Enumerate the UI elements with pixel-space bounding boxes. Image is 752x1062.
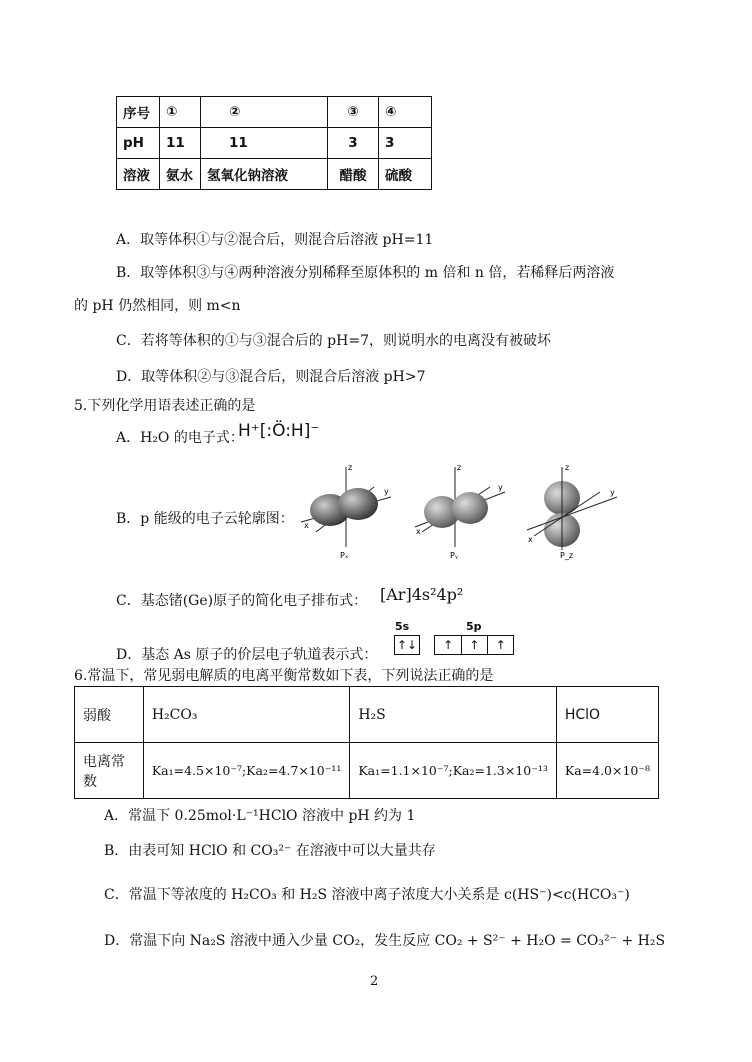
cell: 弱酸 [75,687,144,743]
orbital-5p-box: ↑ ↑ ↑ [434,635,514,655]
label-5s: 5s [395,620,410,633]
svg-text:x: x [304,521,309,530]
cell: ④ [379,97,432,128]
cell: 醋酸 [328,159,379,190]
label-5p: 5p [466,620,482,633]
svg-text:y: y [610,488,615,497]
cell: 3 [328,128,379,159]
q4-option-a: A．取等体积①与②混合后，则混合后溶液 pH=11 [116,232,434,248]
cell: ① [160,97,201,128]
svg-text:y: y [384,487,389,496]
cell: pH [117,128,160,159]
px-label: Pₓ [340,551,349,560]
svg-text:x: x [528,535,533,544]
pz-label: P_z [560,551,574,560]
cell: 氨水 [160,159,201,190]
as-orbital-diagram [394,635,514,655]
ionization-table [74,686,659,799]
q5-option-c: C．基态锗(Ge)原子的简化电子排布式： [116,593,368,609]
svg-text:y: y [498,483,503,492]
py-label: Pᵧ [450,551,458,560]
cell: HClO [556,687,658,743]
ge-electron-config: [Ar]4s²4p² [380,585,464,604]
ph-table [116,96,432,190]
svg-text:x: x [416,527,421,536]
cell: 电离常数 [75,743,144,799]
q5-stem: 5.下列化学用语表述正确的是 [74,398,256,414]
page-number: 2 [370,974,379,989]
water-electron-formula: H⁺[:Ö:H]⁻ [238,421,320,441]
cell: H₂CO₃ [143,687,350,743]
svg-text:z: z [348,463,353,472]
q4-option-b: B．取等体积③与④两种溶液分别稀释至原体积的 m 倍和 n 倍，若稀释后两溶液 [116,265,615,281]
q5-option-d: D．基态 As 原子的价层电子轨道表示式： [116,647,378,663]
orbital-5s-box: ↑↓ [394,635,420,655]
q5-option-b: B．p 能级的电子云轮廓图： [116,511,294,527]
cell: ③ [328,97,379,128]
cell: 11 [160,128,201,159]
svg-text:z: z [457,463,462,472]
cell: 序号 [117,97,160,128]
q4-option-c: C．若将等体积的①与③混合后的 pH=7，则说明水的电离没有被破坏 [116,333,551,349]
q6-option-a: A．常温下 0.25mol·L⁻¹HClO 溶液中 pH 约为 1 [104,808,416,824]
cell: Ka=4.0×10⁻⁸ [556,743,658,799]
px-orbital-figure [296,462,396,562]
cell: 氢氧化钠溶液 [201,159,328,190]
cell: 11 [201,128,328,159]
cell: 硫酸 [379,159,432,190]
cell: H₂S [350,687,557,743]
q4-option-d: D．取等体积②与③混合后，则混合后溶液 pH>7 [116,369,426,385]
cell: ② [201,97,328,128]
cell: Ka₁=4.5×10⁻⁷;Ka₂=4.7×10⁻¹¹ [143,743,350,799]
pz-orbital-figure [522,462,622,562]
q6-stem: 6.常温下，常见弱电解质的电离平衡常数如下表，下列说法正确的是 [74,668,494,684]
cell: Ka₁=1.1×10⁻⁷;Ka₂=1.3×10⁻¹³ [350,743,557,799]
py-orbital-figure [410,462,510,562]
q6-option-b: B．由表可知 HClO 和 CO₃²⁻ 在溶液中可以大量共存 [104,843,436,859]
q5-option-a: A．H₂O 的电子式： [116,430,244,446]
q4-option-b-cont: 的 pH 仍然相同，则 m<n [74,298,241,314]
q6-option-d: D．常温下向 Na₂S 溶液中通入少量 CO₂，发生反应 CO₂ + S²⁻ + H₂O = CO₃²⁻ + H₂S [104,933,666,949]
q6-option-c: C．常温下等浓度的 H₂CO₃ 和 H₂S 溶液中离子浓度大小关系是 c(HS⁻)<c(HCO₃⁻) [104,887,630,903]
cell: 溶液 [117,159,160,190]
cell: 3 [379,128,432,159]
svg-text:z: z [565,463,570,472]
